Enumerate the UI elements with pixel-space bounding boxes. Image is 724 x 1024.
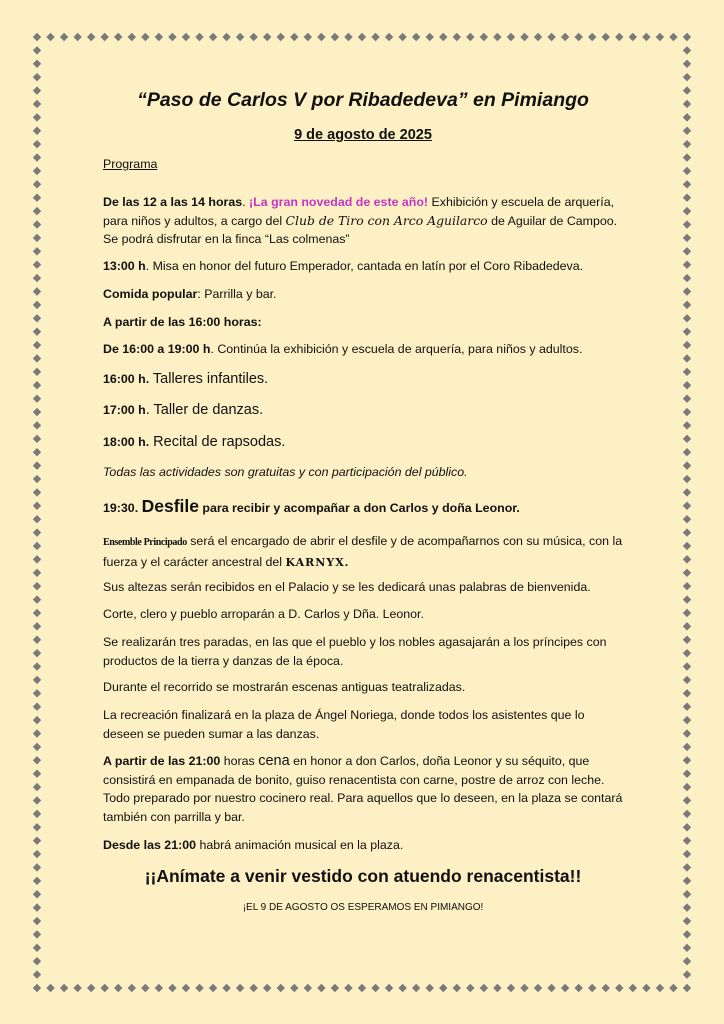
border-diamond [683,810,691,818]
border-diamond [33,261,41,269]
border-diamond [141,33,149,41]
free-activities-note: Todas las actividades son gratuitas y con participación del público. [103,465,468,479]
border-diamond [331,984,339,992]
border-diamond [683,676,691,684]
program-item-dance [103,401,623,420]
border-diamond [683,542,691,550]
border-diamond [683,502,691,510]
border-diamond [683,622,691,630]
border-diamond [669,33,677,41]
border-diamond [574,984,582,992]
border-diamond [33,408,41,416]
border-diamond [683,247,691,255]
border-diamond [426,984,434,992]
border-diamond [385,984,393,992]
border-diamond [195,984,203,992]
item-text: Talleres infantiles. [149,371,269,387]
border-diamond [453,33,461,41]
border-diamond [683,582,691,590]
border-diamond [683,394,691,402]
item-text: habrá animación musical en la plaza. [196,838,404,852]
border-diamond [683,435,691,443]
border-diamond [683,636,691,644]
border-diamond [236,984,244,992]
border-diamond [33,60,41,68]
item-text: : Parrilla y bar. [197,287,277,301]
program-item-mass [103,257,623,276]
border-diamond [33,247,41,255]
border-diamond [182,33,190,41]
border-diamond [683,207,691,215]
border-diamond [304,33,312,41]
border-diamond [439,33,447,41]
border-diamond [683,194,691,202]
border-diamond [547,984,555,992]
time-label: 16:00 h. [103,372,150,386]
item-text: Recital de rapsodas. [149,434,286,450]
border-diamond [249,33,257,41]
border-diamond [209,33,217,41]
border-diamond [33,756,41,764]
border-diamond [683,408,691,416]
border-diamond [87,984,95,992]
desfile-label: Desfile [141,496,199,516]
border-diamond [615,984,623,992]
border-diamond [588,984,596,992]
finale-paragraph: La recreación finalizará en la plaza de Ángel Noriega, donde todos los asistentes que lo deseen se pueden sumar a las danzas. [103,708,585,741]
border-diamond [33,649,41,657]
border-diamond [520,984,528,992]
border-diamond [574,33,582,41]
border-diamond [683,957,691,965]
border-diamond [33,595,41,603]
border-diamond [683,488,691,496]
border-diamond [263,984,271,992]
border-diamond [683,689,691,697]
border-diamond [209,984,217,992]
border-diamond [371,33,379,41]
border-diamond [683,743,691,751]
border-diamond [344,984,352,992]
border-diamond [317,984,325,992]
border-diamond [33,515,41,523]
border-diamond [602,33,610,41]
border-diamond [683,327,691,335]
ensemble-name: Ensemble Principado [103,537,187,548]
border-diamond [33,703,41,711]
border-diamond [683,729,691,737]
border-diamond [358,984,366,992]
border-diamond [101,33,109,41]
border-diamond [412,984,420,992]
program-item-parade [103,497,623,518]
border-diamond [547,33,555,41]
border-diamond [33,555,41,563]
border-diamond [155,984,163,992]
border-diamond [33,502,41,510]
border-diamond [33,100,41,108]
time-label: 17:00 h [103,403,146,417]
border-diamond [33,609,41,617]
item-text: en honor a don Carlos, doña Leonor y su séquito, que consistirá en empanada de bonito, guiso renacentista con carne, postre de arroz con leche. Todo preparado por nuestro cocinero real. Para aquellos que lo deseen, en la plaza se contará también con parrilla y bar. [103,754,623,824]
border-diamond [33,850,41,858]
border-diamond [33,636,41,644]
border-diamond [683,944,691,952]
border-diamond [33,73,41,81]
border-diamond [33,903,41,911]
cena-label: cena [258,753,290,769]
border-diamond [683,33,691,41]
border-diamond [33,528,41,536]
item-text: horas [220,754,259,768]
program-item-recital [103,433,623,452]
club-name: Club de Tiro con Arco Aguilarco [285,212,488,228]
border-diamond [236,33,244,41]
border-diamond [683,180,691,188]
border-diamond [33,167,41,175]
time-label: De las 12 a las 14 horas [103,195,243,209]
border-diamond [33,890,41,898]
border-diamond [195,33,203,41]
scenes-paragraph: Durante el recorrido se mostrarán escenas antiguas teatralizadas. [103,680,466,694]
border-diamond [33,140,41,148]
border-diamond [222,33,230,41]
item-text: para recibir y acompañar a don Carlos y doña Leonor. [198,501,520,515]
border-diamond [683,756,691,764]
border-diamond [33,327,41,335]
border-diamond [683,890,691,898]
punct: . [242,195,246,209]
border-diamond [615,33,623,41]
border-diamond [683,528,691,536]
item-text: Exhibición y escuela de arquería, para niños y adultos, a cargo del [103,195,615,228]
border-diamond [683,287,691,295]
border-diamond [683,274,691,282]
border-diamond [588,33,596,41]
border-diamond [683,555,691,563]
border-diamond [398,33,406,41]
border-diamond [33,582,41,590]
border-diamond [33,461,41,469]
border-diamond [683,649,691,657]
border-diamond [683,863,691,871]
border-diamond [249,984,257,992]
border-diamond [683,930,691,938]
border-diamond [426,33,434,41]
border-diamond [33,180,41,188]
page-title: “Paso de Carlos V por Ribadedeva” en Pimiango [137,89,589,111]
border-diamond [358,33,366,41]
border-diamond [683,314,691,322]
karnyx-name: KARNYX [285,555,345,569]
border-diamond [561,33,569,41]
border-diamond [683,46,691,54]
time-label: 13:00 h [103,259,146,273]
border-diamond [33,314,41,322]
border-diamond [629,33,637,41]
border-diamond [656,984,664,992]
border-diamond [114,33,122,41]
border-diamond [33,46,41,54]
novelty-highlight: ¡La gran novedad de este año! [249,195,429,209]
program-item-archery-continues [103,340,623,359]
border-diamond [683,341,691,349]
border-diamond [33,234,41,242]
program-item-lunch [103,285,623,304]
closing-call: ¡¡Anímate a venir vestido con atuendo renacentista!! [144,866,582,886]
border-diamond [561,984,569,992]
border-diamond [128,984,136,992]
item-text: será el encargado de abrir el desfile y de acompañarnos con su música, con la fuerza y el carácter ancestral del [103,534,623,569]
border-diamond [33,368,41,376]
border-diamond [114,984,122,992]
border-diamond [33,113,41,121]
border-diamond [33,435,41,443]
border-diamond [507,33,515,41]
border-diamond [683,86,691,94]
time-label: 19:30. [103,501,139,515]
border-diamond [507,984,515,992]
border-diamond [683,220,691,228]
border-diamond [683,515,691,523]
border-diamond [534,33,542,41]
border-diamond [60,33,68,41]
border-diamond [683,569,691,577]
border-diamond [33,274,41,282]
border-diamond [33,207,41,215]
section-afternoon: A partir de las 16:00 horas: [103,315,262,329]
border-diamond [33,729,41,737]
border-diamond [33,475,41,483]
border-diamond [33,194,41,202]
border-diamond [263,33,271,41]
border-diamond [33,287,41,295]
border-diamond [344,33,352,41]
border-diamond [33,542,41,550]
border-diamond [128,33,136,41]
stops-paragraph: Se realizarán tres paradas, en las que el pueblo y los nobles agasajarán a los príncipes con productos de la tierra y danzas de la época. [103,635,607,668]
border-diamond [33,381,41,389]
border-diamond [168,984,176,992]
programa-label: Programa [103,157,158,171]
time-label: A partir de las 21:00 [103,754,221,768]
border-diamond [683,354,691,362]
border-diamond [683,60,691,68]
border-diamond [60,984,68,992]
time-label: De 16:00 a 19:00 h [103,342,211,356]
border-diamond [480,984,488,992]
border-diamond [683,301,691,309]
border-diamond [385,33,393,41]
border-diamond [33,823,41,831]
time-label: Desde las 21:00 [103,838,196,852]
border-diamond [33,970,41,978]
border-diamond [453,984,461,992]
border-diamond [683,796,691,804]
border-diamond [222,984,230,992]
border-diamond [33,676,41,684]
border-diamond [33,783,41,791]
border-diamond [33,689,41,697]
border-diamond [33,930,41,938]
border-diamond [33,153,41,161]
dinner-paragraph [103,752,623,826]
border-diamond [683,850,691,858]
border-diamond [33,394,41,402]
border-diamond [683,381,691,389]
border-diamond [602,984,610,992]
event-date: 9 de agosto de 2025 [294,127,432,143]
border-diamond [46,984,54,992]
border-diamond [33,86,41,94]
border-diamond [155,33,163,41]
border-diamond [466,984,474,992]
border-diamond [317,33,325,41]
border-diamond [683,261,691,269]
item-text: . Taller de danzas. [145,402,264,418]
border-diamond [683,100,691,108]
border-diamond [683,703,691,711]
border-diamond [33,354,41,362]
border-diamond [493,984,501,992]
border-diamond [642,33,650,41]
border-diamond [33,662,41,670]
border-diamond [33,622,41,630]
border-diamond [683,234,691,242]
welcome-paragraph: Sus altezas serán recibidos en el Palacio y se les dedicará unas palabras de bienvenida. [103,580,591,594]
border-diamond [101,984,109,992]
border-diamond [73,33,81,41]
border-diamond [33,341,41,349]
border-diamond [683,903,691,911]
border-diamond [534,984,542,992]
program-item-workshops [103,370,623,389]
border-diamond [683,153,691,161]
border-diamond [683,877,691,885]
border-diamond [683,836,691,844]
final-message: ¡EL 9 DE AGOSTO OS ESPERAMOS EN PIMIANGO! [242,902,484,913]
border-diamond [290,33,298,41]
border-diamond [46,33,54,41]
border-diamond [33,944,41,952]
border-diamond [669,984,677,992]
border-diamond [683,113,691,121]
punct: . [344,554,349,569]
program-item-archery [103,193,623,249]
border-diamond [33,796,41,804]
border-diamond [304,984,312,992]
border-diamond [33,769,41,777]
border-diamond [480,33,488,41]
border-diamond [33,301,41,309]
border-diamond [33,488,41,496]
border-diamond [683,475,691,483]
border-diamond [683,595,691,603]
border-diamond [642,984,650,992]
border-diamond [33,743,41,751]
time-label: 18:00 h. [103,435,150,449]
border-diamond [520,33,528,41]
border-diamond [412,33,420,41]
border-diamond [683,970,691,978]
border-diamond [33,810,41,818]
item-label: Comida popular [103,287,198,301]
border-diamond [683,984,691,992]
border-diamond [683,421,691,429]
border-diamond [371,984,379,992]
border-diamond [277,33,285,41]
border-diamond [683,368,691,376]
border-diamond [683,823,691,831]
border-diamond [683,140,691,148]
border-diamond [33,448,41,456]
border-diamond [683,461,691,469]
border-diamond [493,33,501,41]
item-text: . Continúa la exhibición y escuela de arquería, para niños y adultos. [210,342,583,356]
border-diamond [73,984,81,992]
border-diamond [683,448,691,456]
border-diamond [398,984,406,992]
item-text: de Aguilar de Campoo. Se podrá disfrutar en la finca “Las colmenas” [103,213,618,246]
border-diamond [683,917,691,925]
border-diamond [33,220,41,228]
border-diamond [168,33,176,41]
border-diamond [656,33,664,41]
border-diamond [683,609,691,617]
border-diamond [33,984,41,992]
border-diamond [87,33,95,41]
border-diamond [683,769,691,777]
border-diamond [629,984,637,992]
border-diamond [683,662,691,670]
border-diamond [33,127,41,135]
border-diamond [683,716,691,724]
music-paragraph [103,836,623,855]
border-diamond [141,984,149,992]
border-diamond [439,984,447,992]
border-diamond [182,984,190,992]
border-diamond [33,836,41,844]
border-diamond [290,984,298,992]
border-diamond [277,984,285,992]
border-diamond [33,917,41,925]
border-diamond [33,957,41,965]
border-diamond [683,73,691,81]
border-diamond [683,783,691,791]
border-diamond [33,716,41,724]
border-diamond [683,127,691,135]
border-diamond [466,33,474,41]
border-diamond [33,877,41,885]
court-paragraph: Corte, clero y pueblo arroparán a D. Carlos y Dña. Leonor. [103,607,424,621]
border-diamond [331,33,339,41]
border-diamond [33,863,41,871]
border-diamond [33,33,41,41]
border-diamond [683,167,691,175]
item-text: . Misa en honor del futuro Emperador, cantada en latín por el Coro Ribadedeva. [145,259,584,273]
border-diamond [33,569,41,577]
border-diamond [33,421,41,429]
ensemble-paragraph [103,532,623,572]
